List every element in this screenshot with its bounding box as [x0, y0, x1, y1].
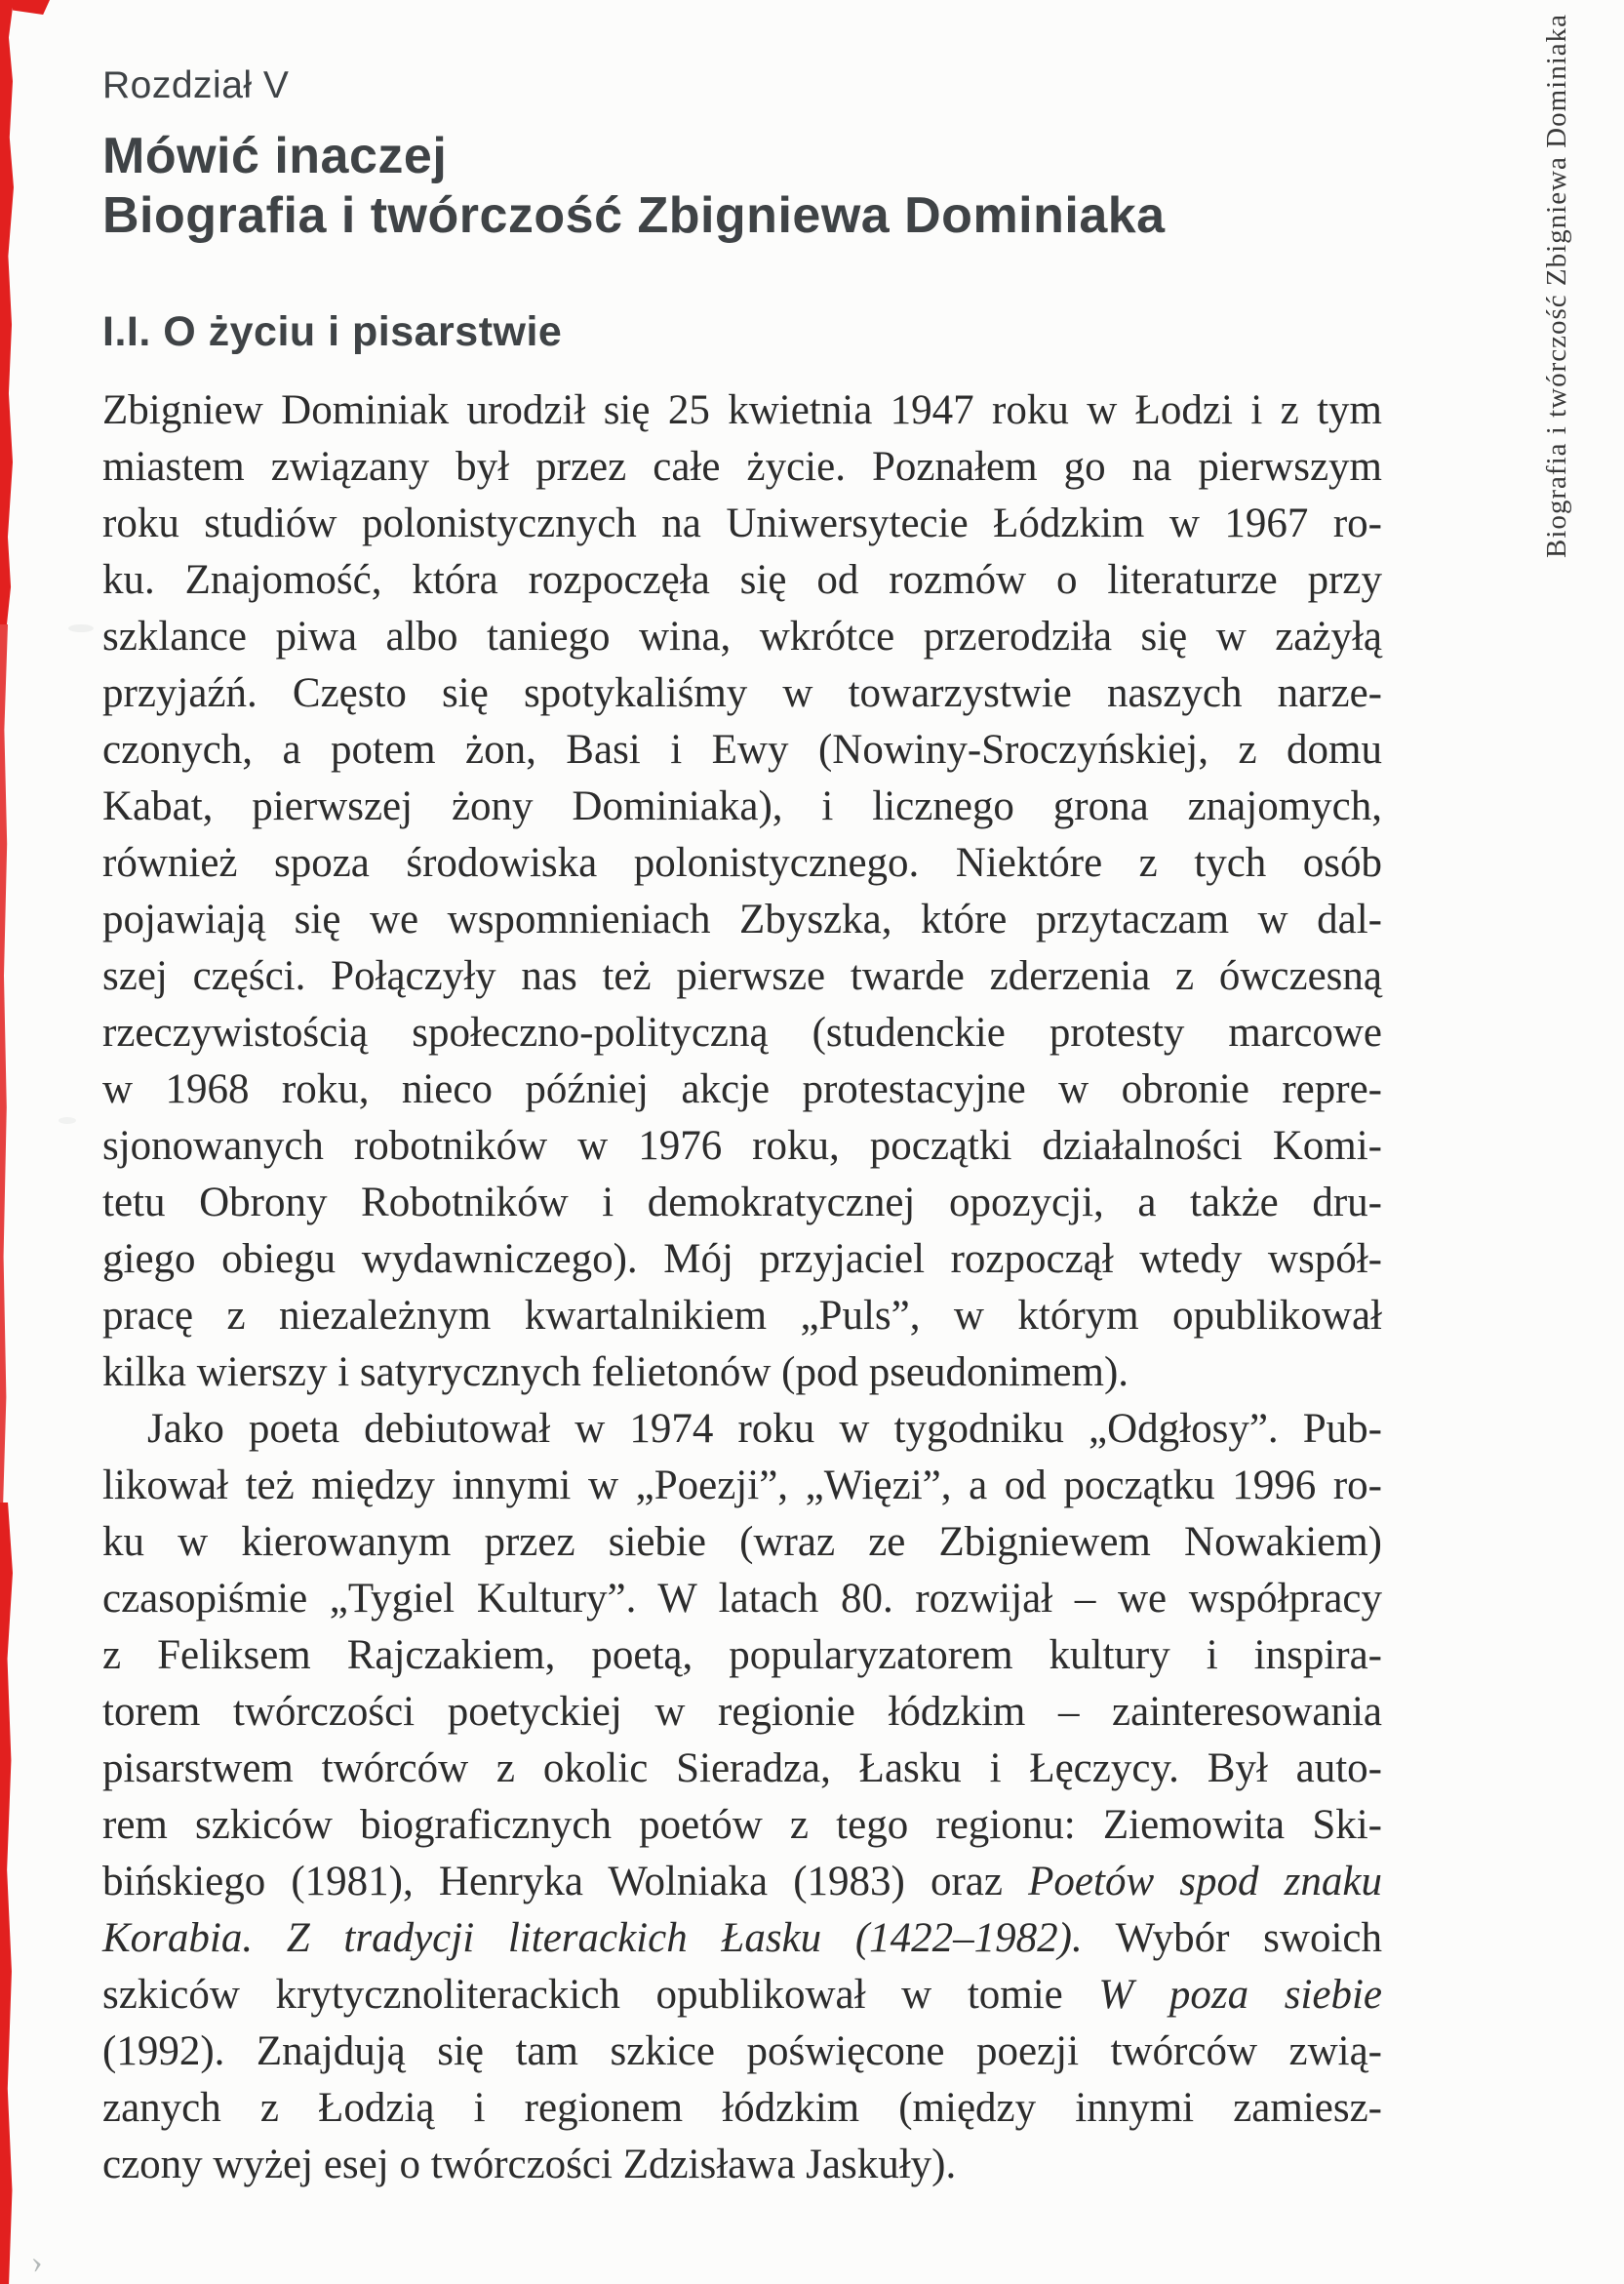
italic-text-segment: Korabia. Z tradycji literackich Łasku (1422–1982). [102, 1915, 1083, 1961]
section-heading: I.I. O życiu i pisarstwie [102, 308, 563, 355]
text-line [102, 779, 1382, 835]
text-line [102, 835, 1382, 892]
text-line [102, 439, 1382, 496]
text-segment: miastem związany był przez całe życie. Poznałem go na pierwszym [102, 444, 1382, 490]
text-line [102, 1797, 1382, 1854]
body-text [102, 382, 1382, 2193]
chapter-title-line1: Mówić inaczej [102, 128, 448, 184]
text-line [102, 1401, 1382, 1458]
text-line [102, 382, 1382, 439]
scan-edge-segment [0, 1503, 13, 2284]
text-segment: szkiców krytycznoliterackich opublikował w tomie [102, 1972, 1099, 2018]
text-line [102, 1684, 1382, 1741]
text-segment: z Feliksem Rajczakiem, poetą, popularyzatorem kultury i inspira- [102, 1632, 1382, 1678]
text-segment: sjonowanych robotników w 1976 roku, początki działalności Komi- [102, 1123, 1382, 1169]
scan-edge-segment [0, 0, 14, 624]
text-segment: czasopiśmie „Tygiel Kultury”. W latach 80. rozwijał – we współpracy [102, 1576, 1382, 1622]
text-segment: giego obiegu wydawniczego). Mój przyjaciel rozpoczął wtedy współ- [102, 1236, 1382, 1282]
text-line [102, 609, 1382, 665]
page-content [102, 64, 1382, 2193]
text-line [102, 665, 1382, 722]
text-line [102, 948, 1382, 1005]
scan-smudge [68, 624, 94, 632]
text-line [102, 1571, 1382, 1627]
text-segment: czony wyżej esej o twórczości Zdzisława Jaskuły). [102, 2142, 957, 2187]
chapter-label: Rozdział V [102, 64, 290, 106]
text-line [102, 1288, 1382, 1344]
text-segment: likował też między innymi w „Poezji”, „Więzi”, a od początku 1996 ro- [102, 1463, 1382, 1508]
text-line [102, 1344, 1382, 1401]
text-line [102, 1910, 1382, 1967]
running-head-vertical: Biografia i twórczość Zbigniewa Dominiaka [1541, 13, 1572, 558]
text-line [102, 1231, 1382, 1288]
italic-text-segment: Poetów spod znaku [1028, 1859, 1382, 1904]
text-segment: pracę z niezależnym kwartalnikiem „Puls”, w którym opublikował [102, 1293, 1382, 1339]
scan-edge-corner [13, 0, 50, 15]
text-segment: tetu Obrony Robotników i demokratycznej opozycji, a także dru- [102, 1180, 1382, 1225]
italic-text-segment: W poza siebie [1098, 1972, 1382, 2018]
text-segment: ku w kierowanym przez siebie (wraz ze Zbigniewem Nowakiem) [102, 1519, 1382, 1565]
text-segment: przyjaźń. Często się spotykaliśmy w towarzystwie naszych narze- [102, 670, 1382, 716]
text-segment: w 1968 roku, nieco później akcje protestacyjne w obronie repre- [102, 1066, 1382, 1112]
text-line [102, 1458, 1382, 1514]
text-segment: bińskiego (1981), Henryka Wolniaka (1983) oraz [102, 1859, 1029, 1904]
text-segment: również spoza środowiska polonistycznego. Niektóre z tych osób [102, 840, 1382, 886]
text-segment: Jako poeta debiutował w 1974 roku w tygodniku „Odgłosy”. Pub- [147, 1406, 1382, 1452]
text-segment: czonych, a potem żon, Basi i Ewy (Nowiny-Sroczyńskiej, z domu [102, 727, 1382, 773]
text-line [102, 496, 1382, 552]
text-line [102, 722, 1382, 779]
text-line [102, 2024, 1382, 2080]
text-segment: (1992). Znajdują się tam szkice poświęcone poezji twórców zwią- [102, 2028, 1382, 2074]
text-line [102, 552, 1382, 609]
text-line [102, 1118, 1382, 1175]
text-segment: Wybór swoich [1082, 1915, 1382, 1961]
text-segment: rzeczywistością społeczno-polityczną (studenckie protesty marcowe [102, 1010, 1382, 1056]
text-segment: roku studiów polonistycznych na Uniwersytecie Łódzkim w 1967 ro- [102, 501, 1382, 546]
text-segment: kilka wierszy i satyrycznych felietonów (pod pseudonimem). [102, 1349, 1129, 1395]
text-segment: szklance piwa albo taniego wina, wkrótce przerodziła się w zażyłą [102, 614, 1382, 660]
chapter-title-line2: Biografia i twórczość Zbigniewa Dominiaka [102, 187, 1166, 244]
scan-smudge-mark: › [28, 2243, 45, 2281]
text-line [102, 1062, 1382, 1118]
text-segment: Kabat, pierwszej żony Dominiaka), i licznego grona znajomych, [102, 783, 1382, 829]
text-line [102, 1514, 1382, 1571]
text-segment: Zbigniew Dominiak urodził się 25 kwietnia 1947 roku w Łodzi i z tym [102, 387, 1382, 433]
text-line [102, 1175, 1382, 1231]
scan-edge-segment [0, 624, 8, 1503]
text-line [102, 892, 1382, 948]
text-line [102, 1005, 1382, 1062]
scan-edge-artifact [0, 0, 21, 2284]
text-segment: rem szkiców biograficznych poetów z tego regionu: Ziemowita Ski- [102, 1802, 1382, 1848]
text-segment: pisarstwem twórców z okolic Sieradza, Łasku i Łęczycy. Był auto- [102, 1745, 1382, 1791]
text-segment: torem twórczości poetyckiej w regionie łódzkim – zainteresowania [102, 1689, 1382, 1735]
text-line [102, 1627, 1382, 1684]
text-line [102, 1854, 1382, 1910]
text-line [102, 1967, 1382, 2024]
text-segment: szej części. Połączyły nas też pierwsze twarde zderzenia z ówczesną [102, 953, 1382, 999]
chapter-header [102, 64, 1382, 246]
text-line [102, 2137, 1382, 2193]
scan-smudge [59, 1117, 76, 1124]
text-line [102, 2080, 1382, 2137]
text-segment: ku. Znajomość, która rozpoczęła się od rozmów o literaturze przy [102, 557, 1382, 603]
text-segment: zanych z Łodzią i regionem łódzkim (między innymi zamiesz- [102, 2085, 1382, 2131]
text-line [102, 1741, 1382, 1797]
text-segment: pojawiają się we wspomnieniach Zbyszka, które przytaczam w dal- [102, 897, 1382, 942]
